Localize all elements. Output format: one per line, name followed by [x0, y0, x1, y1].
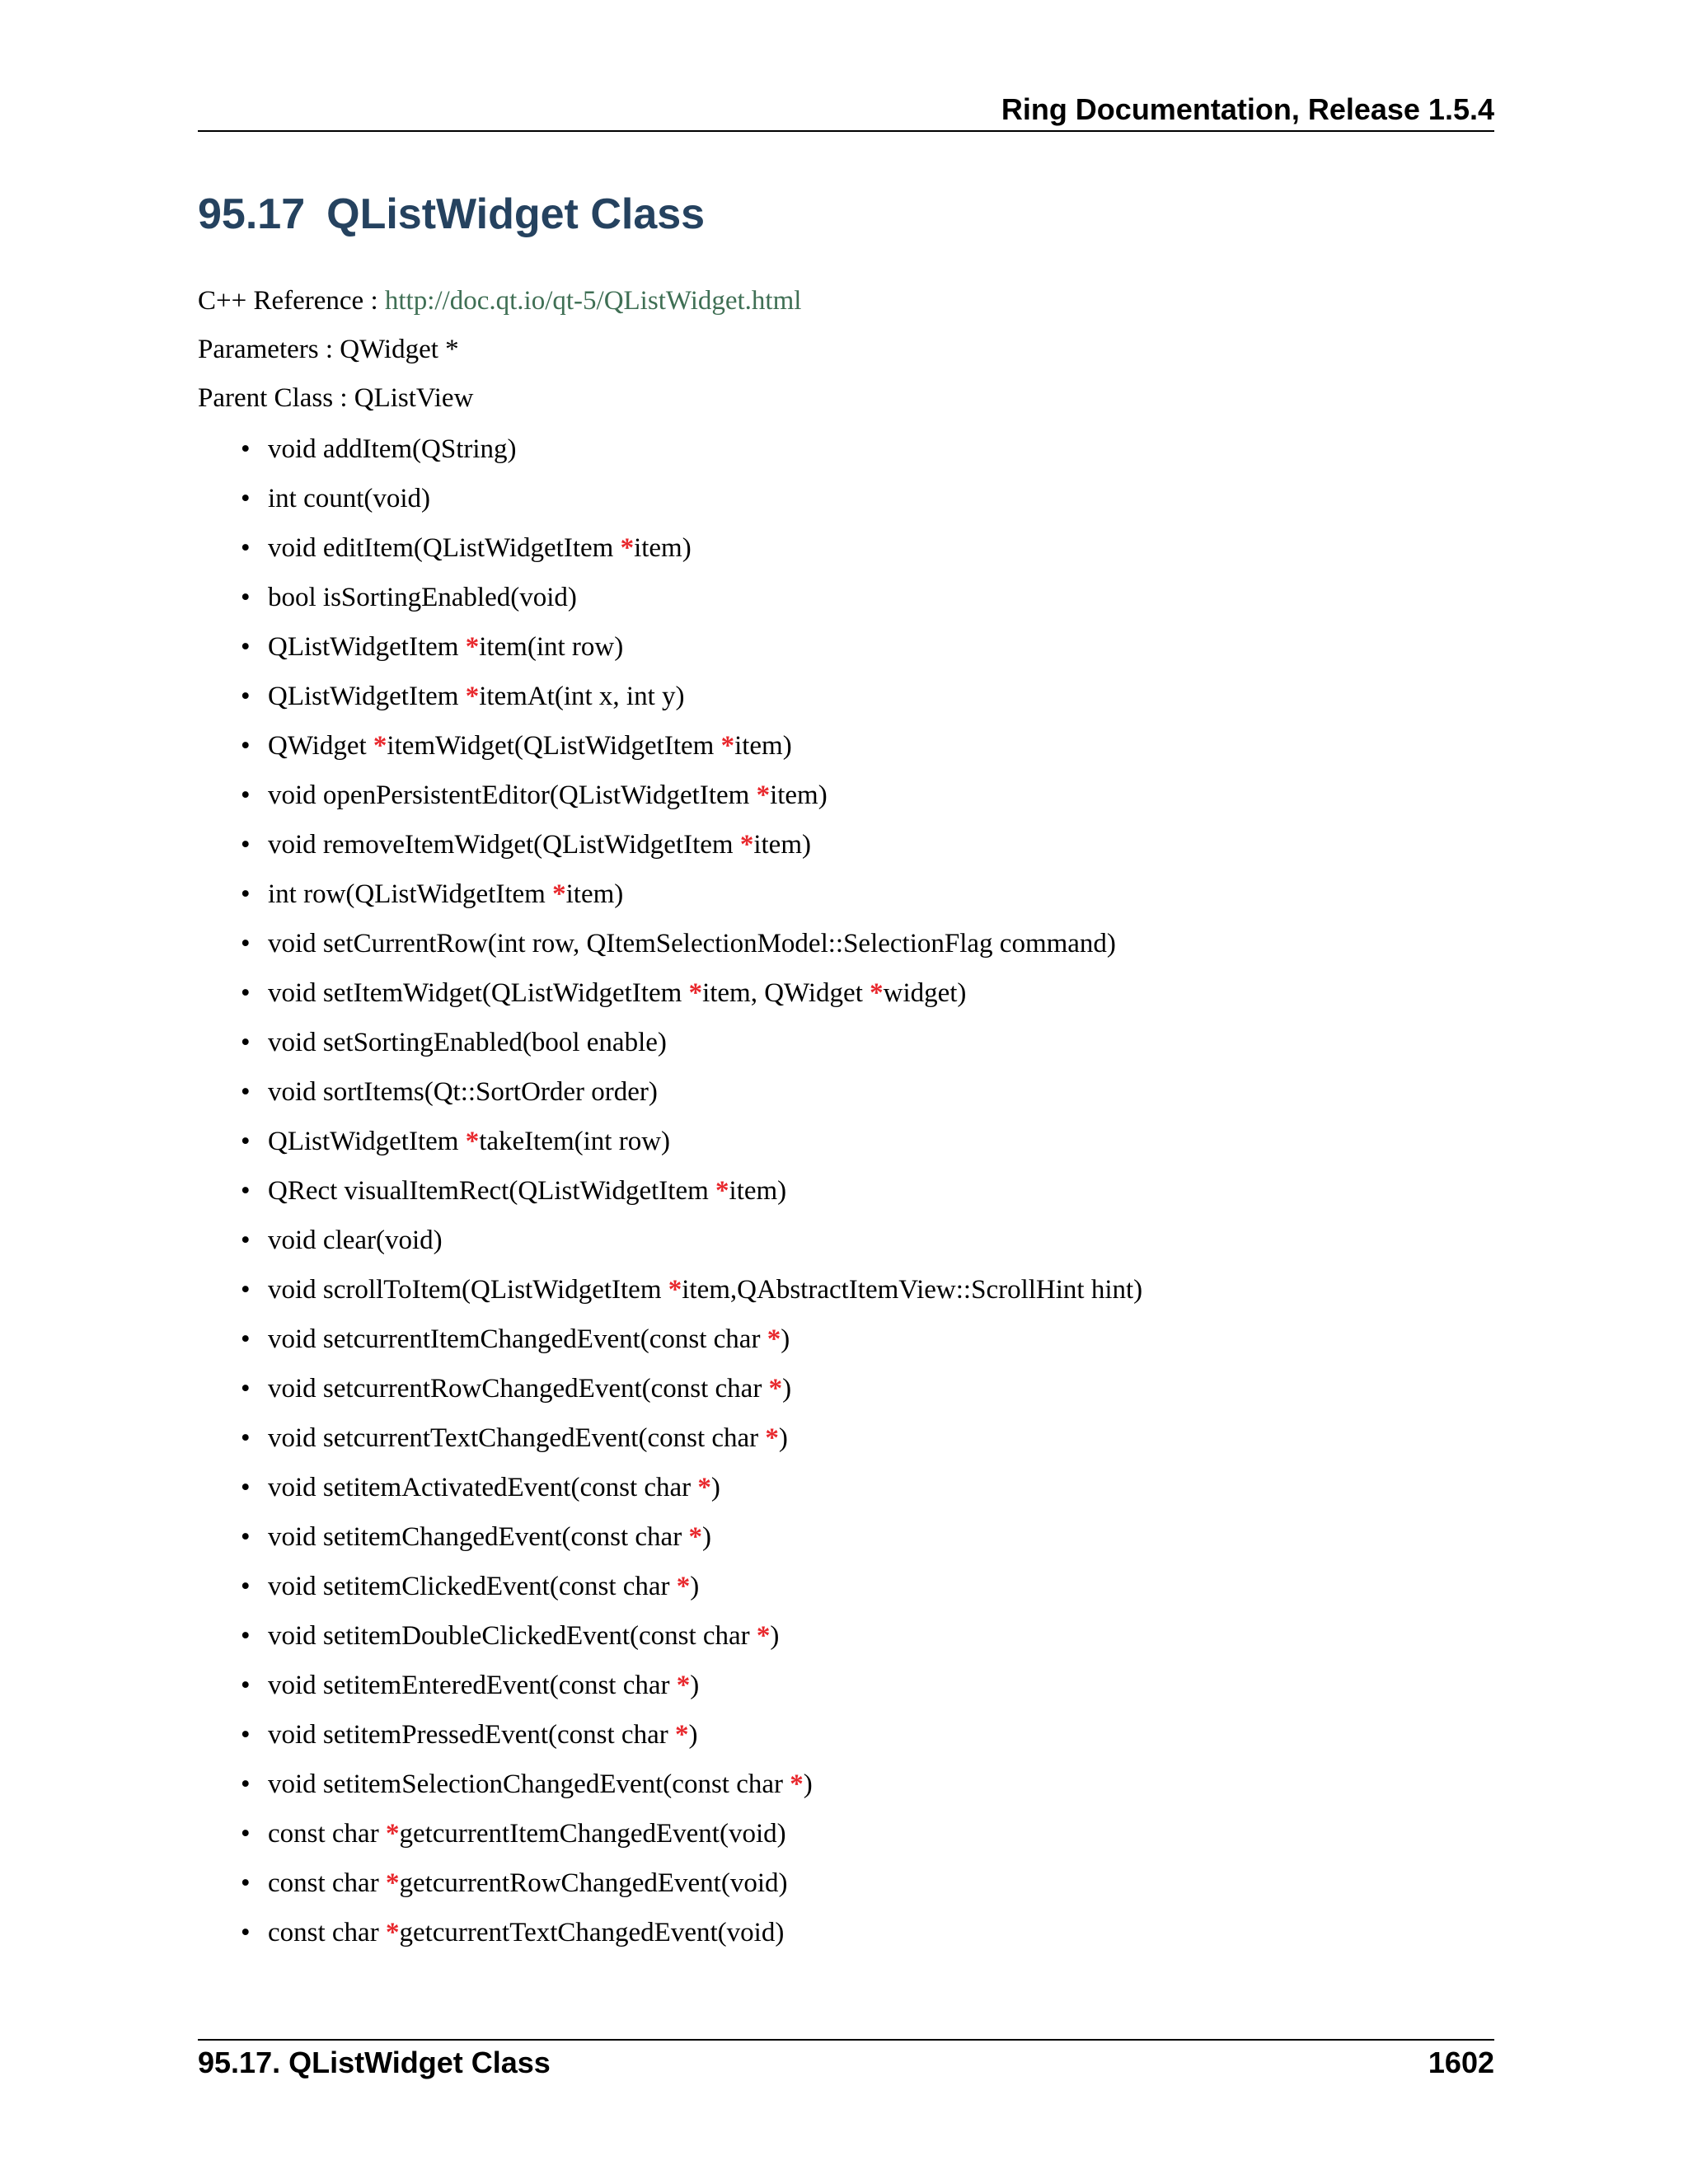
- pointer-star: *: [465, 1127, 480, 1156]
- method-text: getcurrentRowChangedEvent(void): [399, 1868, 788, 1898]
- pointer-star: *: [715, 1176, 729, 1206]
- method-text: void setcurrentTextChangedEvent(const char: [268, 1423, 766, 1453]
- section-title-text: QListWidget Class: [326, 190, 706, 238]
- bullet-icon: •: [241, 484, 251, 513]
- method-text: item): [753, 830, 811, 860]
- bullet-icon: •: [241, 731, 251, 761]
- method-item: [198, 1570, 1142, 1619]
- bullet-icon: •: [241, 879, 251, 909]
- method-text: void setitemClickedEvent(const char: [268, 1572, 677, 1601]
- bullet-icon: •: [241, 1819, 251, 1849]
- method-text: void setcurrentItemChangedEvent(const char: [268, 1324, 767, 1354]
- bullet-icon: •: [241, 1077, 251, 1107]
- bullet-icon: •: [241, 978, 251, 1008]
- bullet-icon: •: [241, 1769, 251, 1799]
- method-item: [198, 1174, 1142, 1224]
- method-text: QListWidgetItem: [268, 682, 466, 711]
- method-item: [198, 1224, 1142, 1273]
- pointer-star: *: [373, 731, 387, 761]
- pointer-star: *: [767, 1324, 781, 1354]
- pointer-star: *: [620, 533, 635, 563]
- pointer-star: *: [739, 830, 754, 860]
- bullet-icon: •: [241, 1572, 251, 1601]
- running-header: Ring Documentation, Release 1.5.4: [1001, 92, 1494, 126]
- method-text: void setitemEnteredEvent(const char: [268, 1671, 677, 1700]
- pointer-star: *: [668, 1275, 682, 1305]
- method-item: [198, 878, 1142, 927]
- method-item: [198, 1817, 1142, 1867]
- bullet-icon: •: [241, 780, 251, 810]
- method-text: QListWidgetItem: [268, 632, 466, 662]
- cpp-reference-line: [198, 284, 801, 317]
- method-text: void clear(void): [268, 1226, 443, 1255]
- method-text: void setItemWidget(QListWidgetItem: [268, 978, 689, 1008]
- method-item: [198, 1422, 1142, 1471]
- method-item: [198, 927, 1142, 977]
- method-item: [198, 630, 1142, 680]
- method-item: [198, 1768, 1142, 1817]
- method-text: void setCurrentRow(int row, QItemSelectionModel::SelectionFlag command): [268, 929, 1116, 958]
- section-number: 95.17: [198, 190, 306, 238]
- method-text: ): [778, 1423, 788, 1453]
- bullet-icon: •: [241, 1423, 251, 1453]
- method-text: QWidget: [268, 731, 373, 761]
- bullet-icon: •: [241, 682, 251, 711]
- bullet-icon: •: [241, 1720, 251, 1750]
- method-text: void scrollToItem(QListWidgetItem: [268, 1275, 668, 1305]
- method-text: ): [782, 1374, 792, 1404]
- method-item: [198, 828, 1142, 878]
- pointer-star: *: [768, 1374, 783, 1404]
- method-item: [198, 482, 1142, 532]
- bullet-icon: •: [241, 1522, 251, 1552]
- footer-section-label: 95.17. QListWidget Class: [198, 2046, 551, 2079]
- pointer-star: *: [552, 879, 566, 909]
- method-item: [198, 532, 1142, 581]
- method-list: [198, 433, 1142, 1966]
- bullet-icon: •: [241, 1226, 251, 1255]
- pointer-star: *: [465, 632, 480, 662]
- parameters-line: Parameters : QWidget *: [198, 335, 459, 364]
- method-text: void setitemDoubleClickedEvent(const char: [268, 1621, 757, 1651]
- method-item: [198, 680, 1142, 729]
- method-text: item, QWidget: [702, 978, 870, 1008]
- method-text: widget): [883, 978, 967, 1008]
- method-text: getcurrentItemChangedEvent(void): [399, 1819, 786, 1849]
- method-item: [198, 1273, 1142, 1323]
- pointer-star: *: [688, 978, 703, 1008]
- method-text: int count(void): [268, 484, 431, 513]
- header-divider: [198, 130, 1494, 132]
- method-text: ): [803, 1769, 813, 1799]
- method-text: int row(QListWidgetItem: [268, 879, 553, 909]
- method-text: bool isSortingEnabled(void): [268, 583, 577, 612]
- bullet-icon: •: [241, 632, 251, 662]
- cpp-reference-label: C++ Reference :: [198, 286, 385, 316]
- pointer-star: *: [385, 1918, 400, 1947]
- method-text: item): [729, 1176, 787, 1206]
- method-text: QListWidgetItem: [268, 1127, 466, 1156]
- method-item: [198, 581, 1142, 630]
- bullet-icon: •: [241, 434, 251, 464]
- method-text: ): [690, 1671, 700, 1700]
- method-text: void removeItemWidget(QListWidgetItem: [268, 830, 740, 860]
- bullet-icon: •: [241, 1374, 251, 1404]
- section-title: [198, 190, 705, 239]
- method-item: [198, 1471, 1142, 1521]
- method-text: ): [690, 1572, 700, 1601]
- pointer-star: *: [676, 1572, 691, 1601]
- method-text: item,QAbstractItemView::ScrollHint hint): [682, 1275, 1143, 1305]
- bullet-icon: •: [241, 1275, 251, 1305]
- bullet-icon: •: [241, 1324, 251, 1354]
- method-text: void setSortingEnabled(bool enable): [268, 1028, 667, 1057]
- method-text: item): [770, 780, 828, 810]
- bullet-icon: •: [241, 929, 251, 958]
- method-item: [198, 1076, 1142, 1125]
- method-text: item): [734, 731, 792, 761]
- method-item: [198, 1619, 1142, 1669]
- pointer-star: *: [756, 1621, 771, 1651]
- pointer-star: *: [674, 1720, 689, 1750]
- pointer-star: *: [790, 1769, 804, 1799]
- method-text: void setitemActivatedEvent(const char: [268, 1473, 698, 1502]
- method-text: const char: [268, 1918, 386, 1947]
- method-item: [198, 729, 1142, 779]
- method-text: ): [781, 1324, 790, 1354]
- method-text: void sortItems(Qt::SortOrder order): [268, 1077, 658, 1107]
- method-text: item): [565, 879, 624, 909]
- method-item: [198, 433, 1142, 482]
- method-item: [198, 977, 1142, 1026]
- method-item: [198, 1521, 1142, 1570]
- bullet-icon: •: [241, 533, 251, 563]
- method-item: [198, 1867, 1142, 1916]
- method-text: takeItem(int row): [479, 1127, 671, 1156]
- pointer-star: *: [870, 978, 884, 1008]
- method-text: void setcurrentRowChangedEvent(const char: [268, 1374, 769, 1404]
- bullet-icon: •: [241, 1621, 251, 1651]
- method-item: [198, 779, 1142, 828]
- bullet-icon: •: [241, 583, 251, 612]
- footer-page-number: 1602: [1428, 2046, 1494, 2079]
- method-item: [198, 1718, 1142, 1768]
- method-text: void setitemChangedEvent(const char: [268, 1522, 689, 1552]
- method-item: [198, 1669, 1142, 1718]
- method-text: const char: [268, 1868, 386, 1898]
- method-item: [198, 1125, 1142, 1174]
- method-text: ): [688, 1720, 698, 1750]
- bullet-icon: •: [241, 1028, 251, 1057]
- method-item: [198, 1323, 1142, 1372]
- pointer-star: *: [697, 1473, 711, 1502]
- method-text: void setitemSelectionChangedEvent(const char: [268, 1769, 790, 1799]
- method-text: void editItem(QListWidgetItem: [268, 533, 621, 563]
- method-item: [198, 1026, 1142, 1076]
- method-text: item): [634, 533, 692, 563]
- method-text: getcurrentTextChangedEvent(void): [399, 1918, 785, 1947]
- method-text: void openPersistentEditor(QListWidgetItem: [268, 780, 757, 810]
- pointer-star: *: [765, 1423, 779, 1453]
- method-item: [198, 1916, 1142, 1966]
- cpp-reference-link[interactable]: http://doc.qt.io/qt-5/QListWidget.html: [384, 286, 802, 316]
- bullet-icon: •: [241, 1473, 251, 1502]
- method-text: ): [770, 1621, 780, 1651]
- method-text: void addItem(QString): [268, 434, 517, 464]
- pointer-star: *: [385, 1868, 400, 1898]
- method-text: QRect visualItemRect(QListWidgetItem: [268, 1176, 716, 1206]
- method-text: const char: [268, 1819, 386, 1849]
- footer-divider: [198, 2039, 1494, 2041]
- pointer-star: *: [756, 780, 771, 810]
- pointer-star: *: [688, 1522, 702, 1552]
- bullet-icon: •: [241, 1918, 251, 1947]
- bullet-icon: •: [241, 1671, 251, 1700]
- method-text: void setitemPressedEvent(const char: [268, 1720, 675, 1750]
- bullet-icon: •: [241, 830, 251, 860]
- pointer-star: *: [385, 1819, 400, 1849]
- method-text: itemAt(int x, int y): [479, 682, 685, 711]
- pointer-star: *: [465, 682, 480, 711]
- bullet-icon: •: [241, 1176, 251, 1206]
- bullet-icon: •: [241, 1127, 251, 1156]
- method-text: itemWidget(QListWidgetItem: [387, 731, 721, 761]
- method-text: ): [701, 1522, 711, 1552]
- pointer-star: *: [720, 731, 735, 761]
- method-text: item(int row): [479, 632, 624, 662]
- method-item: [198, 1372, 1142, 1422]
- method-text: ): [710, 1473, 720, 1502]
- bullet-icon: •: [241, 1868, 251, 1898]
- parent-class-line: Parent Class : QListView: [198, 383, 474, 413]
- pointer-star: *: [676, 1671, 691, 1700]
